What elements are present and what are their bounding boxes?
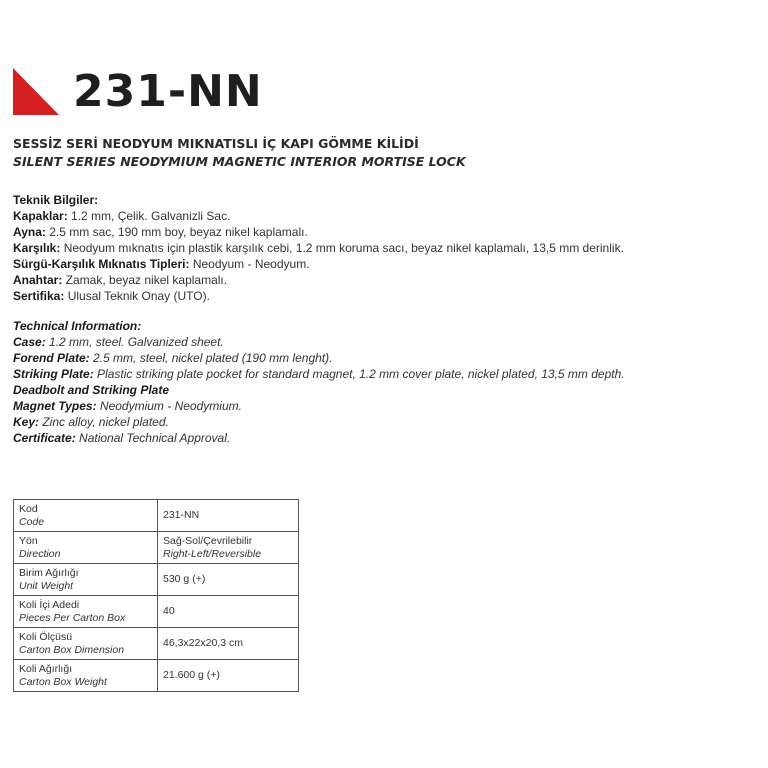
- section-heading: Technical Information:: [13, 319, 142, 333]
- spec-row: Striking Plate: Plastic striking plate pocket for standard magnet, 1.2 mm cover plate, nickel plated, 13,5 mm depth.: [13, 367, 625, 381]
- spec-row: Forend Plate: 2.5 mm, steel, nickel plated (190 mm lenght).: [13, 351, 333, 365]
- table-row: [14, 628, 299, 660]
- table-row: [14, 660, 299, 692]
- table-label-cell: Birim Ağırlığı Unit Weight: [14, 564, 158, 596]
- table-label-cell: Kod Code: [14, 500, 158, 532]
- table-label-cell: Koli İçi Adedi Pieces Per Carton Box: [14, 596, 158, 628]
- spec-row: Deadbolt and Striking Plate: [13, 383, 170, 397]
- spec-row: Case: 1.2 mm, steel. Galvanized sheet.: [13, 335, 224, 349]
- subtitle-turkish: SESSİZ SERİ NEODYUM MIKNATISLI İÇ KAPI GÖMME KİLİDİ: [13, 136, 419, 151]
- table-row: [14, 532, 299, 564]
- spec-row: Certificate: National Technical Approval.: [13, 431, 231, 445]
- spec-row: Karşılık: Neodyum mıknatıs için plastik karşılık cebi, 1.2 mm koruma sacı, beyaz nikel kaplamalı, 13,5 mm derinlik.: [13, 241, 624, 255]
- table-label-cell: Yön Direction: [14, 532, 158, 564]
- spec-row: Kapaklar: 1.2 mm, Çelik. Galvanizli Sac.: [13, 209, 231, 223]
- subtitle-english: SILENT SERIES NEODYMIUM MAGNETIC INTERIOR MORTISE LOCK: [13, 154, 466, 169]
- table-value-cell: 40: [158, 596, 299, 628]
- table-value-cell: 231-NN: [158, 500, 299, 532]
- table-value-cell: Sağ-Sol/Çevrilebilir Right-Left/Reversible: [158, 532, 299, 564]
- table-row: [14, 564, 299, 596]
- spec-row: Sertifika: Ulusal Teknik Onay (UTO).: [13, 289, 210, 303]
- product-spec-table: [13, 499, 299, 692]
- teknik-bilgiler-section: [13, 192, 624, 304]
- section-heading: Teknik Bilgiler:: [13, 193, 99, 207]
- spec-row: Magnet Types: Neodymium - Neodymium.: [13, 399, 242, 413]
- table-label-cell: Koli Ağırlığı Carton Box Weight: [14, 660, 158, 692]
- table-value-cell: 21.600 g (+): [158, 660, 299, 692]
- table-value-cell: 46,3x22x20,3 cm: [158, 628, 299, 660]
- red-triangle-logo-icon: [13, 68, 59, 115]
- table-row: [14, 596, 299, 628]
- spec-row: Sürgü-Karşılık Mıknatıs Tipleri: Neodyum - Neodyum.: [13, 257, 310, 271]
- spec-row: Ayna: 2.5 mm sac, 190 mm boy, beyaz nikel kaplamalı.: [13, 225, 308, 239]
- table-row: [14, 500, 299, 532]
- spec-row: Anahtar: Zamak, beyaz nikel kaplamalı.: [13, 273, 228, 287]
- table-value-cell: 530 g (+): [158, 564, 299, 596]
- table-label-cell: Koli Ölçüsü Carton Box Dimension: [14, 628, 158, 660]
- technical-information-section: [13, 318, 625, 446]
- spec-row: Key: Zinc alloy, nickel plated.: [13, 415, 169, 429]
- model-title: 231-NN: [73, 66, 263, 117]
- product-header: [13, 68, 613, 118]
